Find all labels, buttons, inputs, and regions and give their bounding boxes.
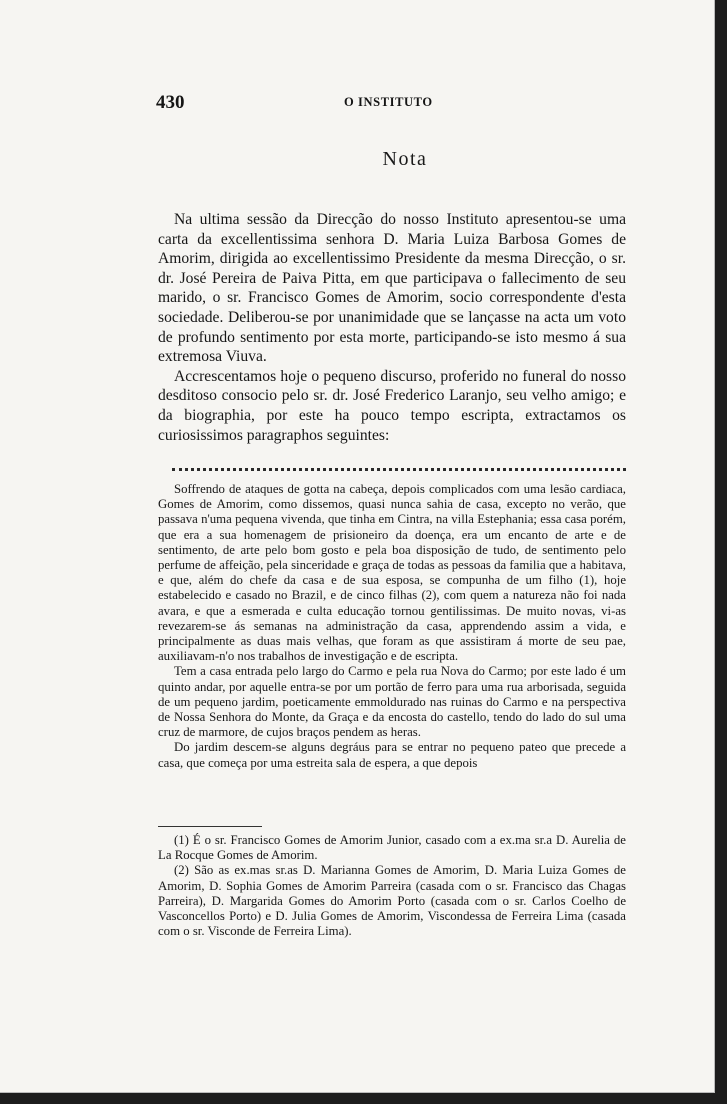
excerpt-paragraph: Do jardim descem-se alguns degráus para se entrar no pequeno pateo que precede a casa, que começa por uma estreita sala de espera, a que depois [158, 740, 626, 770]
excerpt-paragraph: Soffrendo de ataques de gotta na cabeça, depois complicados com uma lesão cardiaca, Gomes de Amorim, como dissemos, quasi nunca sahia de casa, excepto no verão, que passava n'uma pequena vivenda, que tinha em Cintra, na villa Estephania; essa casa porém, que era a sua homenagem de prisioneiro da doença, era um encanto de arte e de sentimento, de arte pelo bom gosto e pela boa disposição de tudo, de sentimento pelo perfume de affeição, pela sinceridade e graça de todas as pessoas da familia que a habitava, e que, além do chefe da casa e de sua esposa, se compunha de um filho (1), hoje estabelecido e casado no Brazil, e de cinco filhas (2), com quem a natureza não foi nada avara, e que a esmerada e culta educação tornou gentilissimas. De muito novas, vi-as revezarem-se ás semanas na administração da casa, apprendendo assim a vida, e principalmente as duas mais velhas, que foram as que assistiram á morte de seu pae, auxiliavam-n'o nos trabalhos de investigação e de escripta. [158, 482, 626, 664]
page-header [156, 92, 628, 116]
footnote: (1) É o sr. Francisco Gomes de Amorim Junior, casado com a ex.ma sr.a D. Aurelia de La Rocque Gomes de Amorim. [158, 833, 626, 863]
article-title: Nota [382, 148, 428, 170]
ellipsis-divider [172, 462, 626, 471]
footnote: (2) São as ex.mas sr.as D. Marianna Gomes de Amorim, D. Maria Luiza Gomes de Amorim, D. Sophia Gomes de Amorim Parreira (casada com o sr. Francisco das Chagas Parreira), D. Margarida Gomes do Amorim Porto (casada com o sr. Carlos Coelho de Vasconcellos Porto) e D. Julia Gomes de Amorim, Viscondessa de Ferreira Lima (casada com o sr. Visconde de Ferreira Lima). [158, 863, 626, 939]
body-paragraph: Na ultima sessão da Direcção do nosso Instituto apresentou-se uma carta da excellentissima senhora D. Maria Luiza Barbosa Gomes de Amorim, dirigida ao excellentissimo Presidente da mesma Direcção, o sr. dr. José Pereira de Paiva Pitta, em que participava o fallecimento de seu marido, o sr. Francisco Gomes de Amorim, socio correspondente d'esta sociedade. Deliberou-se por unanimidade que se lançasse na acta um voto de profundo sentimento por esta morte, participando-se isto mesmo á sua extremosa Viuva. [158, 211, 626, 366]
body-paragraph: Accrescentamos hoje o pequeno discurso, proferido no funeral do nosso desditoso consocio pelo sr. dr. José Frederico Laranjo, seu velho amigo; e da biographia, por este ha pouco tempo escripta, extractamos os curiosissimos paragraphos seguintes: [158, 367, 626, 444]
article-body [158, 210, 626, 445]
excerpt-paragraph: Tem a casa entrada pelo largo do Carmo e pela rua Nova do Carmo; por este lado é um quinto andar, por aquelle entra-se por um portão de ferro para uma rua arborisada, seguida de um pequeno jardim, poeticamente emmoldurado nas ruinas do Carmo e na perspectiva de Nossa Senhora do Monte, da Graça e da encosta do castello, tendo do lado do sul uma cruz de marmore, de cujos braços pendem as heras. [158, 664, 626, 740]
running-title: O INSTITUTO [344, 95, 433, 109]
biography-excerpt [158, 482, 626, 771]
page-number: 430 [156, 92, 185, 113]
footnote-separator [158, 826, 262, 827]
footnotes [158, 833, 626, 939]
